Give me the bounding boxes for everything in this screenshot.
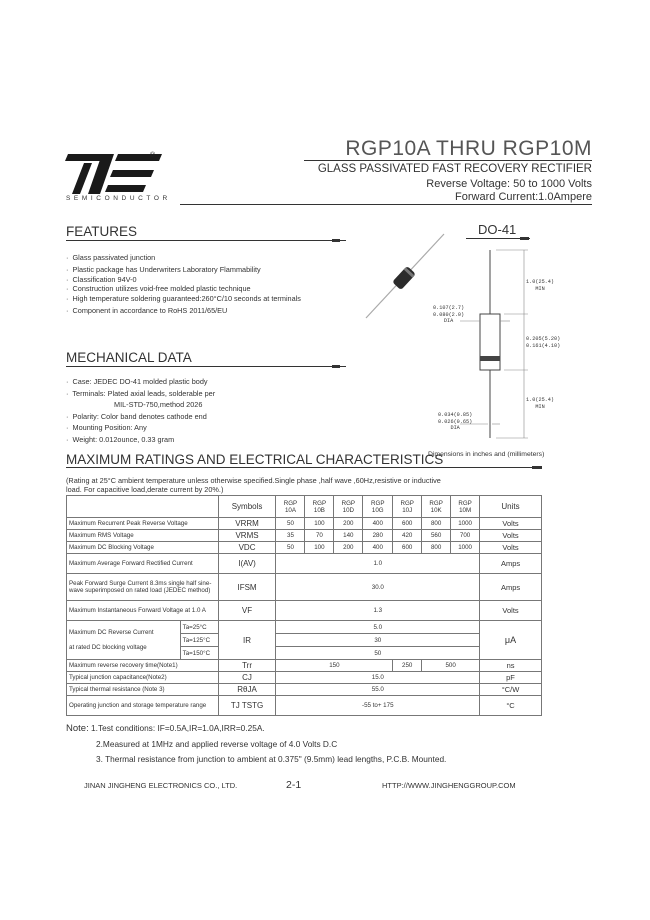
- notes-label: Note:: [66, 723, 89, 734]
- features-rule-mark: [332, 239, 340, 242]
- dim-body-length: 0.205(5.20) 0.161(4.10): [526, 336, 561, 349]
- feature-item: · Component in accordance to RoHS 2011/65/EU: [66, 305, 228, 315]
- mechanical-list: [66, 376, 215, 445]
- dims-note: Dimensions in inches and (millimeters): [428, 451, 545, 458]
- dim-body-diameter: 0.107(2.7) 0.080(2.0) DIA: [433, 305, 465, 324]
- ratings-conditions: (Rating at 25°C ambient temperature unless otherwise specified.Single phase ,half wave ,60Hz,resistive or inductive load. For capacitive load,derate current by 20%.): [66, 476, 441, 494]
- note-2: 2.Measured at 1MHz and applied reverse voltage of 4.0 Volts D.C: [96, 738, 338, 749]
- ratings-rule-mark: [532, 466, 542, 469]
- part-col-header: RGP 10A: [276, 496, 305, 518]
- table-row: Maximum DC Reverse Current at rated DC blocking voltage Ta=25°C IR 5.0 μA: [67, 621, 542, 634]
- symbols-header: Symbols: [218, 496, 276, 518]
- footer-company: JINAN JINGHENG ELECTRONICS CO., LTD.: [84, 781, 238, 790]
- feature-item: · Classification 94V-0: [66, 275, 137, 284]
- product-type: GLASS PASSIVATED FAST RECOVERY RECTIFIER: [317, 163, 592, 175]
- package-name: DO-41: [478, 222, 517, 237]
- table-header-row: [67, 496, 542, 518]
- feature-item: · High temperature soldering guaranteed:260°C/10 seconds at terminals: [66, 294, 301, 303]
- table-row: Ta=150°C 50: [67, 647, 542, 660]
- features-rule: [66, 240, 346, 241]
- mechanical-item: · Terminals: Plated axial leads, solderable per: [66, 388, 216, 398]
- part-range-title: RGP10A THRU RGP10M: [345, 137, 592, 160]
- units-header: Units: [480, 496, 542, 518]
- feature-item: · Glass passivated junction: [66, 253, 156, 262]
- feature-item: · Construction utilizes void-free molded plastic technique: [66, 284, 251, 293]
- part-col-header: RGP 10J: [393, 496, 422, 518]
- table-row: Ta=125°C 30: [67, 634, 542, 647]
- table-row: Operating junction and storage temperature range TJ TSTG -55 to+ 175 °C: [67, 696, 542, 716]
- features-heading: FEATURES: [66, 224, 138, 239]
- notes-block: [66, 721, 446, 768]
- footer-page-number: 2-1: [286, 779, 302, 791]
- registered-mark: ®: [150, 152, 156, 159]
- mechanical-heading: MECHANICAL DATA: [66, 350, 192, 365]
- part-col-header: RGP 10G: [363, 496, 393, 518]
- footer-url: HTTP://WWW.JINGHENGGROUP.COM: [382, 781, 516, 790]
- mechanical-item: · Case: JEDEC DO-41 molded plastic body: [66, 377, 208, 386]
- part-col-header: RGP 10K: [422, 496, 451, 518]
- table-row: Maximum Average Forward Rectified Current I(AV) 1.0 Amps: [67, 554, 542, 574]
- table-row: Maximum Instantaneous Forward Voltage at 1.0 A VF 1.3 Volts: [67, 601, 542, 621]
- mechanical-rule: [66, 366, 346, 367]
- header-rule: [180, 204, 592, 205]
- dim-lead-length-top: 1.0(25.4) MIN: [526, 279, 555, 292]
- mechanical-item: · Weight: 0.012ounce, 0.33 gram: [66, 434, 175, 444]
- table-row: Typical thermal resistance (Note 3) RθJA 55.0 °C/W: [67, 684, 542, 696]
- ratings-heading: MAXIMUM RATINGS AND ELECTRICAL CHARACTERISTICS: [66, 452, 444, 467]
- dim-lead-diameter: 0.034(0.85) 0.026(0.65) DIA: [438, 412, 473, 431]
- title-rule: [304, 160, 592, 161]
- features-list: [66, 252, 301, 316]
- package-rule-mark: [520, 237, 529, 240]
- table-row: Maximum RMS Voltage VRMS 35 70 140 280 420 560 700 Volts: [67, 530, 542, 542]
- ratings-table: [66, 495, 542, 716]
- note-1: 1.Test conditions: IF=0.5A,IR=1.0A,IRR=0.25A.: [91, 723, 265, 733]
- ratings-rule: [66, 467, 542, 468]
- mechanical-item: MIL-STD-750,method 2026: [114, 400, 203, 409]
- dim-lead-length-bottom: 1.0(25.4) MIN: [526, 397, 555, 410]
- part-col-header: RGP 10B: [305, 496, 334, 518]
- mechanical-item: · Mounting Position: Any: [66, 423, 147, 432]
- mechanical-item: · Polarity: Color band denotes cathode end: [66, 411, 207, 421]
- table-row: Maximum DC Blocking Voltage VDC 50 100 200 400 600 800 1000 Volts: [67, 542, 542, 554]
- brand-subtitle: SEMICONDUCTOR: [66, 195, 171, 202]
- table-row: Typical junction capacitance(Note2) CJ 15.0 pF: [67, 672, 542, 684]
- reverse-voltage: Reverse Voltage: 50 to 1000 Volts: [426, 178, 592, 190]
- note-3: 3. Thermal resistance from junction to ambient at 0.375" (9.5mm) lead lengths, P.C.B. Mounted.: [96, 754, 447, 764]
- part-col-header: RGP 10M: [451, 496, 480, 518]
- table-row: Peak Forward Surge Current 8.3ms single half sine-wave superimposed on rated load (JEDEC method) IFSM 30.0 Amps: [67, 574, 542, 601]
- part-col-header: RGP 10D: [334, 496, 363, 518]
- forward-current: Forward Current:1.0Ampere: [455, 191, 592, 203]
- table-row: Maximum Recurrent Peak Reverse Voltage VRRM 50 100 200 400 600 800 1000 Volts: [67, 518, 542, 530]
- table-row: Maximum reverse recovery time(Note1) Trr 150 250 500 ns: [67, 660, 542, 672]
- feature-item: · Plastic package has Underwriters Laboratory Flammability: [66, 264, 261, 274]
- mechanical-rule-mark: [332, 365, 340, 368]
